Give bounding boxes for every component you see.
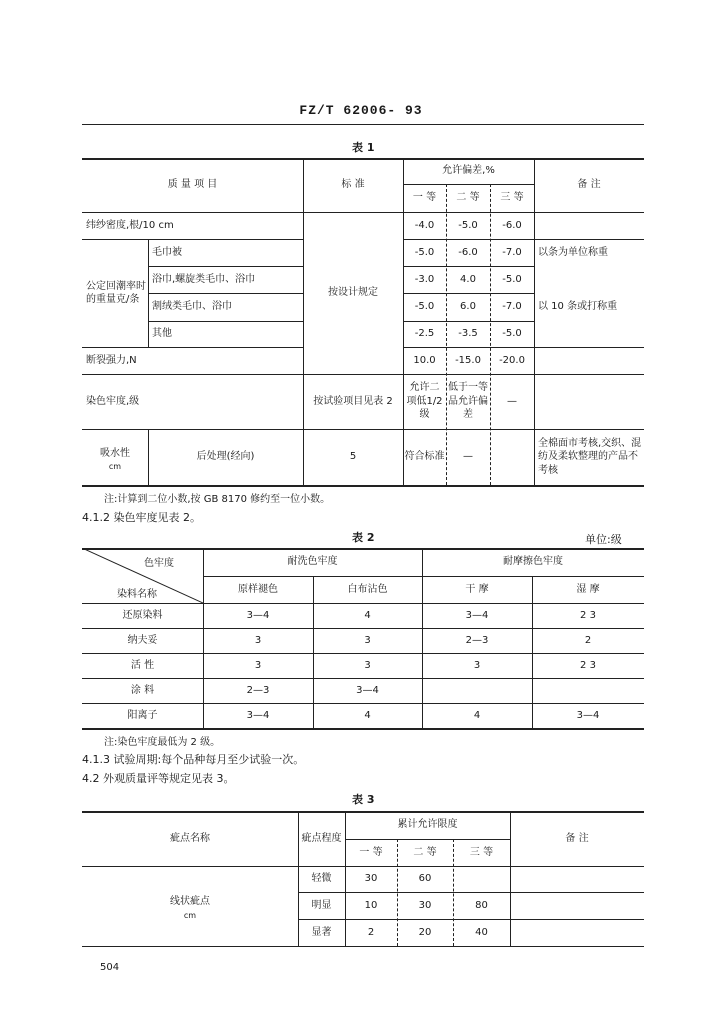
table2-row-name: 活 性 — [130, 659, 155, 671]
table1-cell: -5.0 — [414, 301, 435, 313]
table2-col-3: 湿 摩 — [576, 583, 600, 595]
section-4-2: 4.2 外观质量评等规定见表 3。 — [82, 772, 235, 785]
table2-cell — [422, 678, 532, 703]
table1-cell: — — [463, 451, 473, 463]
page-number: 504 — [100, 962, 120, 973]
table2-cell: 3 — [473, 659, 481, 671]
table2-cell: 3 — [364, 634, 371, 646]
table2-cell: 3—4 — [465, 609, 489, 621]
table3-cell: 80 — [475, 899, 488, 911]
table2-cell: 3—4 — [356, 684, 379, 696]
table3-header-name: 疵点名称 — [170, 832, 210, 844]
table1-cell: -20.0 — [499, 354, 525, 366]
table3-cell: 10 — [364, 899, 378, 911]
table3-degree: 显著 — [311, 926, 332, 938]
table2-cell: 2—3 — [246, 684, 270, 696]
table1-row-absorb — [82, 429, 148, 485]
table3-cell: 60 — [418, 873, 432, 885]
table2-diag-bottom: 染料名称 — [117, 589, 157, 600]
table1-header-item: 质 量 项 目 — [167, 179, 218, 191]
table1-header-tolerance: 允许偏差,% — [442, 165, 495, 177]
table2-col-2: 干 摩 — [465, 583, 489, 595]
table2-row-name: 涂 料 — [130, 684, 155, 696]
table3-cell — [453, 866, 510, 892]
table3-row-linear-defect — [82, 866, 298, 946]
table1-cell: -3.5 — [458, 328, 478, 340]
table1-cell: -7.0 — [502, 246, 522, 258]
table2-caption: 表 2 — [352, 531, 375, 544]
table1-row-fastness-label: 染色牢度,级 — [86, 395, 140, 407]
table1-sub-2: 割绒类毛巾、浴巾 — [152, 301, 232, 313]
table3-header-remark: 备 注 — [565, 832, 589, 844]
table3-degree: 明显 — [311, 899, 332, 911]
section-4-1-3: 4.1.3 试验周期:每个品种每月至少试验一次。 — [82, 753, 305, 766]
table3-cell: 2 — [367, 926, 375, 938]
table1-cell: 10.0 — [413, 354, 436, 366]
table1-cell: -2.5 — [414, 328, 435, 340]
table1-grade-2: 二 等 — [456, 192, 480, 204]
table3-cell: 40 — [475, 926, 488, 938]
table1-cell: -3.0 — [414, 273, 435, 285]
table1-caption: 表 1 — [352, 141, 375, 154]
table3-degree: 轻微 — [311, 873, 332, 885]
table3-cell: 20 — [418, 926, 432, 938]
table1-cell: 低于一等品允许偏差 — [448, 382, 488, 421]
table3-cell: 30 — [364, 873, 378, 885]
table2-group-soap: 耐洗色牢度 — [287, 556, 338, 568]
table2-cell: 2 3 — [580, 659, 596, 671]
table3-caption: 表 3 — [352, 793, 375, 806]
table2-cell: 2 — [584, 634, 592, 646]
table1-cell: 允许二项低1/2级 — [406, 382, 443, 421]
table2-col-1: 白布沾色 — [347, 583, 388, 595]
table1-row-weft-label: 纬纱密度,根/10 cm — [86, 219, 174, 231]
table1-cell: -5.0 — [502, 328, 522, 340]
table3-row-name: 线状疵点 — [170, 896, 210, 907]
table2-cell: 3—4 — [246, 709, 270, 721]
table1-cell: -5.0 — [458, 219, 478, 231]
table1-cell: 符合标准 — [404, 451, 445, 463]
table1-grade-3: 三 等 — [500, 192, 524, 204]
table3-header-degree: 疵点程度 — [301, 832, 342, 844]
table1-sub-1: 浴巾,螺旋类毛巾、浴巾 — [152, 273, 256, 285]
table2-row-name: 纳夫妥 — [127, 634, 158, 646]
table1-cell: 6.0 — [460, 301, 476, 313]
table2-group-rub: 耐摩擦色牢度 — [503, 556, 563, 568]
document-header: FZ/T 62006- 93 — [299, 103, 423, 118]
table2-unit: 单位:级 — [585, 533, 622, 546]
table2-cell: 4 — [473, 709, 481, 721]
table1-remark-1: 以 10 条或打称重 — [538, 300, 618, 312]
table1-cell: 4.0 — [460, 273, 476, 285]
table2-cell: 3 — [364, 659, 371, 671]
table3-grade-2: 二 等 — [413, 846, 437, 858]
table1-cell: -5.0 — [502, 273, 522, 285]
table1-row-strength-label: 断裂强力,N — [86, 354, 137, 366]
table2-cell: 4 — [364, 709, 371, 721]
table1-cell: -6.0 — [502, 219, 522, 231]
table2-diag-top: 色牢度 — [144, 558, 174, 569]
table1-header-standard: 标 准 — [341, 179, 365, 191]
section-4-1-2: 4.1.2 染色牢度见表 2。 — [82, 511, 201, 524]
table2-cell — [532, 678, 644, 703]
table1-remark-2: 全棉面市考核,交织、混纺及柔软整理的产品不考核 — [538, 437, 642, 476]
table1-std-absorb: 5 — [349, 451, 357, 463]
table1-sub-0: 毛巾被 — [152, 246, 182, 258]
table1-grade-1: 一 等 — [412, 192, 437, 204]
table3-cell: 30 — [418, 899, 432, 911]
table2-note: 注:染色牢度最低为 2 级。 — [104, 737, 221, 748]
table1-header-remark: 备 注 — [577, 179, 601, 191]
table3-header-limit: 累计允许限度 — [397, 819, 458, 831]
table1-sub-3: 其他 — [152, 328, 172, 340]
table2-cell: 2 3 — [580, 609, 596, 621]
table2-row-name: 还原染料 — [122, 609, 163, 621]
table1-cell — [490, 429, 534, 485]
table2-cell: 4 — [364, 609, 371, 621]
table2-cell: 3 — [254, 634, 262, 646]
table1-row-weight-label: 公定回潮率时的重量克/条 — [86, 280, 146, 305]
table1-absorb-sub: 后处理(经向) — [196, 451, 255, 463]
table1-row-absorb-label: 吸水性 — [100, 447, 130, 459]
table2-cell: 3—4 — [246, 609, 270, 621]
table1-cell: -5.0 — [414, 246, 435, 258]
table1-std-fastness: 按试验项目见表 2 — [313, 395, 393, 407]
table1-note: 注:计算到二位小数,按 GB 8170 修约至一位小数。 — [104, 494, 331, 505]
table2-cell: 3—4 — [576, 709, 600, 721]
header-rule — [82, 124, 644, 125]
table3-grade-1: 一 等 — [359, 846, 383, 858]
table3-row-unit: cm — [183, 911, 197, 920]
table1-std-design: 按设计规定 — [328, 287, 378, 299]
table2-cell: 3 — [254, 659, 262, 671]
table2-col-0: 原样褪色 — [238, 583, 278, 595]
table1-row-absorb-unit: cm — [108, 461, 122, 471]
table1-cell: -6.0 — [458, 246, 478, 258]
table2-row-name: 阳离子 — [127, 709, 158, 721]
table1-remark-0: 以条为单位称重 — [538, 246, 608, 258]
table1-cell: -7.0 — [502, 301, 522, 313]
table1-cell: -4.0 — [414, 219, 435, 231]
table3-grade-3: 三 等 — [469, 846, 494, 858]
table1-cell: — — [507, 395, 517, 407]
table1-cell: -15.0 — [455, 354, 481, 366]
table2-cell: 2—3 — [465, 634, 489, 646]
